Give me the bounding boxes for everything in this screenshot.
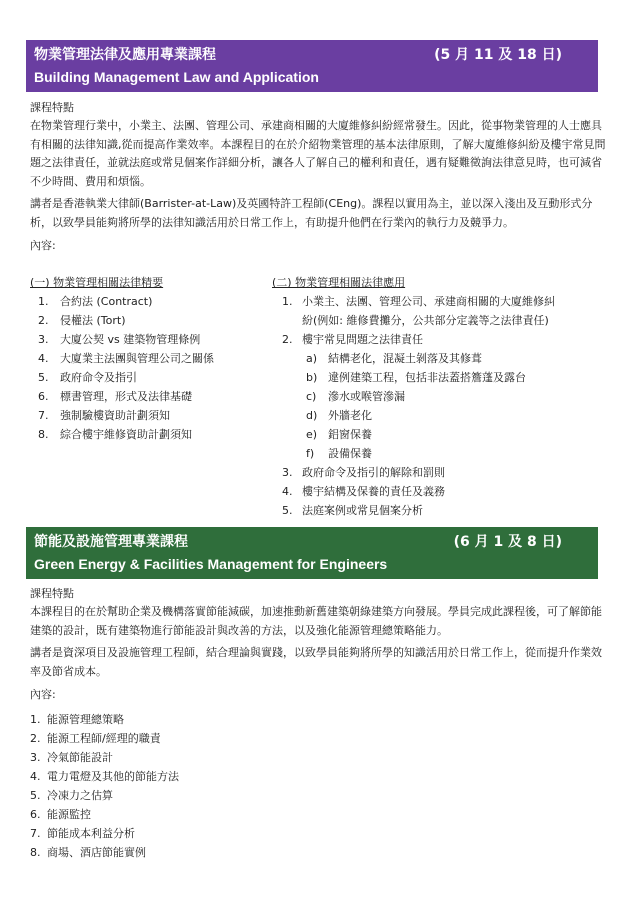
list-text: 綜合樓宇維修資助計劃須知 (60, 428, 192, 441)
course1-features-label: 課程特點 (30, 101, 74, 114)
course2-content-list (30, 710, 330, 862)
list-item (30, 406, 265, 425)
list-number: 3. (38, 333, 49, 346)
list-item (30, 425, 265, 444)
list-number: 8. (38, 428, 49, 441)
list-text: 能源監控 (47, 808, 91, 821)
list-text: 結構老化，混凝土剝落及其修葺 (328, 352, 482, 365)
list-number: 2. (38, 314, 49, 327)
list-text: 合約法 (Contract) (60, 295, 153, 308)
list-item (30, 843, 330, 862)
course2-content-column (30, 710, 330, 862)
list-text: 鋁窗保養 (328, 428, 372, 441)
list-number: f) (306, 447, 315, 460)
list-text: 小業主、法團、管理公司、承建商相關的大廈維修糾 (302, 295, 555, 308)
course1-date: (5 月 11 及 18 日) (434, 47, 562, 63)
list-number: d) (306, 409, 318, 422)
course1-right-heading: (二) 物業管理相關法律應用 (272, 276, 406, 289)
list-item (30, 767, 330, 786)
list-item (30, 311, 265, 330)
course2-title-zh: 節能及設施管理專業課程 (34, 534, 188, 550)
list-number: 1. (282, 295, 293, 308)
list-item (30, 805, 330, 824)
course1-description (30, 99, 610, 255)
course1-left-heading: (一) 物業管理相關法律精要 (30, 276, 164, 289)
course2-banner (26, 527, 598, 579)
list-number: 5. (38, 371, 49, 384)
list-text: 強制驗樓資助計劃須知 (60, 409, 170, 422)
list-item (30, 387, 265, 406)
list-number: 7. (30, 827, 41, 840)
course1-content-label: 內容: (30, 239, 56, 252)
list-subitem (272, 387, 612, 406)
list-text: 設備保養 (328, 447, 372, 460)
list-number: 6. (38, 390, 49, 403)
list-item (30, 729, 330, 748)
list-number: 2. (282, 333, 293, 346)
list-text: 滲水或喉管滲漏 (328, 390, 405, 403)
list-subitem (272, 425, 612, 444)
course1-right-column (272, 273, 612, 520)
course1-left-column (30, 273, 265, 444)
list-number: c) (306, 390, 317, 403)
list-subitem (272, 368, 612, 387)
list-number: 1. (38, 295, 49, 308)
list-text: 樓宇結構及保養的責任及義務 (302, 485, 445, 498)
list-number: 3. (282, 466, 293, 479)
list-text: 法庭案例或常見個案分析 (302, 504, 423, 517)
list-number: 4. (38, 352, 49, 365)
list-number: 1. (30, 713, 41, 726)
list-text: 能源工程師/經理的職責 (47, 732, 161, 745)
course2-para1: 本課程目的在於幫助企業及機構落實節能減碳，加速推動新舊建築朝綠建築方向發展。學員完成此課程後，可了解節能建築的設計，既有建築物進行節能設計與改善的方法，以及強化能源管理總策略能力。 (30, 605, 602, 637)
list-item (30, 292, 265, 311)
list-subitem (272, 444, 612, 463)
list-text: 商場、酒店節能實例 (47, 846, 146, 859)
list-subitem (272, 406, 612, 425)
list-item (272, 501, 612, 520)
list-text: 電力電燈及其他的節能方法 (47, 770, 179, 783)
course1-left-list (30, 292, 265, 444)
course2-content-label: 內容: (30, 688, 56, 701)
list-text: 樓宇常見問題之法律責任 (302, 333, 423, 346)
list-item (30, 349, 265, 368)
list-text: 侵權法 (Tort) (60, 314, 126, 327)
course1-right-rest (272, 463, 612, 520)
list-number: 5. (282, 504, 293, 517)
list-text: 標書管理，形式及法律基礎 (60, 390, 192, 403)
list-text: 能源管理總策略 (47, 713, 124, 726)
list-item (30, 748, 330, 767)
list-number: e) (306, 428, 318, 441)
course1-right-item-1 (272, 292, 612, 330)
list-item (30, 330, 265, 349)
list-text: 政府命令及指引的解除和罰則 (302, 466, 445, 479)
list-text: 冷氣節能設計 (47, 751, 113, 764)
list-number: 6. (30, 808, 41, 821)
list-text: 外牆老化 (328, 409, 372, 422)
course2-para2: 講者是資深項目及設施管理工程師，結合理論與實踐，以致學員能夠將所學的知識活用於日常工作上，從而提升作業效率及節省成本。 (30, 646, 602, 678)
course2-features-label: 課程特點 (30, 587, 74, 600)
list-text: 大廈業主法團與管理公司之關係 (60, 352, 214, 365)
list-number: 4. (282, 485, 293, 498)
list-text: 違例建築工程，包括非法蓋搭簷蓬及露台 (328, 371, 526, 384)
list-item (272, 463, 612, 482)
list-text: 冷凍力之估算 (47, 789, 113, 802)
list-text: 政府命令及指引 (60, 371, 137, 384)
course1-para1: 在物業管理行業中，小業主、法團、管理公司、承建商相關的大廈維修糾紛經常發生。因此，從事物業管理的人士應具有相關的法律知識,從而提高作業效率。本課程目的在於介紹物業管理的基本法律原則，了解大廈維修糾紛及樓宇常見問題之法律責任，並就法庭或常見個案作詳細分析，讓各人了解自己的權利和責任，遇有疑難徵詢法律意見時，也可減省不少時間、費用和煩惱。 (30, 119, 606, 188)
list-subitem (272, 349, 612, 368)
list-text: 紛(例如: 維修費攤分，公共部分定義等之法律責任) (302, 314, 549, 327)
course1-title-zh: 物業管理法律及應用專業課程 (34, 47, 216, 63)
course2-title-en: Green Energy & Facilities Management for Engineers (34, 556, 388, 572)
course1-right-item-2 (272, 330, 612, 349)
list-number: a) (306, 352, 318, 365)
course1-title-en: Building Management Law and Application (34, 69, 319, 85)
course1-right-subitems (272, 349, 612, 463)
list-number: 5. (30, 789, 41, 802)
list-number: 7. (38, 409, 49, 422)
list-number: b) (306, 371, 318, 384)
list-number: 8. (30, 846, 41, 859)
list-number: 4. (30, 770, 41, 783)
course2-date: (6 月 1 及 8 日) (453, 534, 562, 550)
list-text: 大廈公契 vs 建築物管理條例 (60, 333, 201, 346)
list-number: 3. (30, 751, 41, 764)
list-item (30, 786, 330, 805)
course1-banner (26, 40, 598, 92)
list-item (30, 368, 265, 387)
list-text: 節能成本利益分析 (47, 827, 135, 840)
list-number: 2. (30, 732, 41, 745)
list-item (30, 824, 330, 843)
course2-description (30, 585, 610, 704)
course1-para2: 講者是香港執業大律師(Barrister-at-Law)及英國特許工程師(CEng)。課程以實用為主，並以深入淺出及互動形式分析，以致學員能夠將所學的法律知識活用於日常工作上，有助提升他們在行業內的執行力及競爭力。 (30, 197, 593, 229)
list-item (272, 482, 612, 501)
list-item (30, 710, 330, 729)
